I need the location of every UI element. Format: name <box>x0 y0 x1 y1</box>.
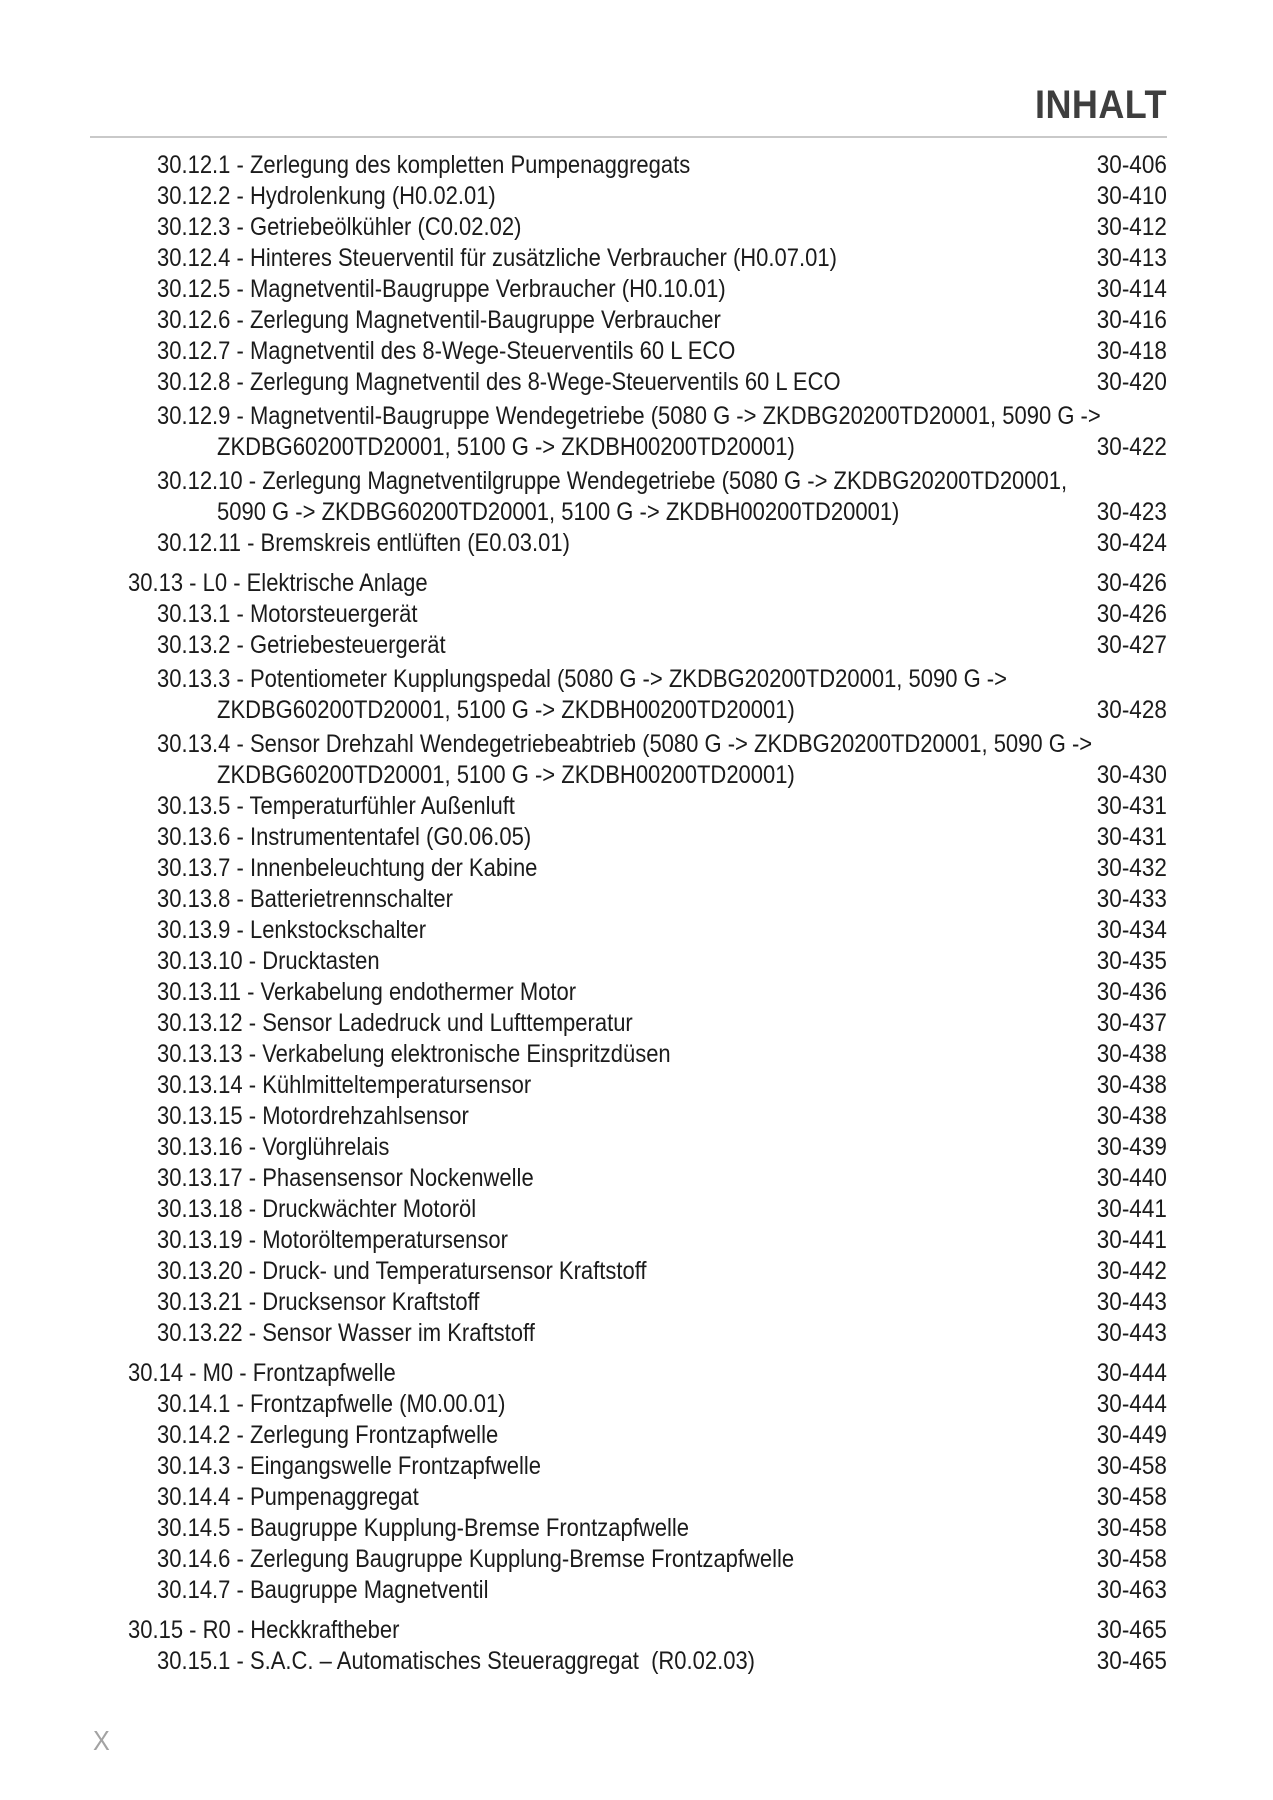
toc-entry-page: 30-465 <box>1096 1616 1167 1644</box>
toc-entry-line <box>90 150 1167 181</box>
toc-entry-text: 30.13.7 - Innenbeleuchtung der Kabine <box>157 854 538 882</box>
toc-entry-text: 30.12.8 - Zerlegung Magnetventil des 8-Wege-Steuerventils 60 L ECO <box>157 368 841 396</box>
toc-entry-line <box>90 729 1167 760</box>
toc-entry-page: 30-444 <box>1096 1390 1167 1418</box>
toc-entry-page: 30-458 <box>1096 1483 1167 1511</box>
toc-entry-line <box>90 1615 1167 1646</box>
toc-entry-text: ZKDBG60200TD20001, 5100 G -> ZKDBH00200TD20001) <box>217 761 795 789</box>
toc-entry-line <box>90 791 1167 822</box>
toc-entry-page: 30-437 <box>1096 1009 1167 1037</box>
toc-entry-page: 30-449 <box>1096 1421 1167 1449</box>
toc-entry-line <box>90 568 1167 599</box>
toc-entry-page: 30-458 <box>1096 1514 1167 1542</box>
page-content <box>90 0 1167 1677</box>
toc-entry-line <box>90 305 1167 336</box>
toc-entry-page: 30-458 <box>1096 1545 1167 1573</box>
toc-entry-line <box>90 1646 1167 1677</box>
toc-entry-line <box>90 1482 1167 1513</box>
toc-entry-page: 30-431 <box>1096 792 1167 820</box>
toc-entry-line <box>90 1575 1167 1606</box>
toc-entry-text: 30.15.1 - S.A.C. – Automatisches Steueraggregat (R0.02.03) <box>157 1647 756 1675</box>
toc-entry-page: 30-410 <box>1096 182 1167 210</box>
toc-entry-page: 30-418 <box>1096 337 1167 365</box>
toc-entry-text: 30.14.4 - Pumpenaggregat <box>157 1483 419 1511</box>
footer-page-number: X <box>93 1725 110 1756</box>
toc-entry-page: 30-441 <box>1096 1226 1167 1254</box>
toc-entry-page: 30-465 <box>1096 1647 1167 1675</box>
toc-entry-page: 30-430 <box>1096 761 1167 789</box>
toc-entry-page: 30-431 <box>1096 823 1167 851</box>
toc-entry-page: 30-424 <box>1096 529 1167 557</box>
toc-entry-line <box>90 367 1167 398</box>
toc-entry-text: 30.12.7 - Magnetventil des 8-Wege-Steuerventils 60 L ECO <box>157 337 736 365</box>
toc-entry-page: 30-423 <box>1096 498 1167 526</box>
toc-entry-line <box>90 946 1167 977</box>
toc-entry-page: 30-428 <box>1096 696 1167 724</box>
toc-entry-text: 30.13.21 - Drucksensor Kraftstoff <box>157 1288 480 1316</box>
toc-entry-text: 5090 G -> ZKDBG60200TD20001, 5100 G -> ZKDBH00200TD20001) <box>217 498 900 526</box>
toc-entry-line <box>90 1039 1167 1070</box>
toc-entry-text: 30.13.16 - Vorglührelais <box>157 1133 390 1161</box>
toc-entry-text: 30.13.8 - Batterietrennschalter <box>157 885 453 913</box>
toc-entry-text: 30.14.2 - Zerlegung Frontzapfwelle <box>157 1421 499 1449</box>
toc-entry-line <box>90 599 1167 630</box>
toc-entry-text: 30.13.14 - Kühlmitteltemperatursensor <box>157 1071 532 1099</box>
toc-entry-line <box>90 1451 1167 1482</box>
toc-entry-text: 30.13.19 - Motoröltemperatursensor <box>157 1226 508 1254</box>
toc-entry-text: 30.13.1 - Motorsteuergerät <box>157 600 418 628</box>
toc-entry-page: 30-412 <box>1096 213 1167 241</box>
toc-entry-text: 30.13.3 - Potentiometer Kupplungspedal (5080 G -> ZKDBG20200TD20001, 5090 G -> <box>157 665 1007 693</box>
toc-entry-page: 30-438 <box>1096 1102 1167 1130</box>
toc-entry-text: 30.13.20 - Druck- und Temperatursensor Kraftstoff <box>157 1257 647 1285</box>
toc-entry-page: 30-443 <box>1096 1319 1167 1347</box>
toc-entry-line <box>90 1070 1167 1101</box>
toc-entry-text: 30.12.3 - Getriebeölkühler (C0.02.02) <box>157 213 522 241</box>
toc-entry-line <box>90 1513 1167 1544</box>
toc-entry-line <box>90 243 1167 274</box>
toc-entry-page: 30-426 <box>1096 600 1167 628</box>
toc-entry-text: 30.14.3 - Eingangswelle Frontzapfwelle <box>157 1452 542 1480</box>
toc-entry-page: 30-422 <box>1096 433 1167 461</box>
toc-entry-text: 30.13.22 - Sensor Wasser im Kraftstoff <box>157 1319 535 1347</box>
toc-entry-text: 30.13.2 - Getriebesteuergerät <box>157 631 446 659</box>
toc-entry-text: 30.13.13 - Verkabelung elektronische Einspritzdüsen <box>157 1040 671 1068</box>
toc-entry-text: 30.12.10 - Zerlegung Magnetventilgruppe Wendegetriebe (5080 G -> ZKDBG20200TD20001, <box>157 467 1068 495</box>
toc-entry-page: 30-434 <box>1096 916 1167 944</box>
toc-entry-line <box>90 977 1167 1008</box>
toc-entry-text: 30.12.6 - Zerlegung Magnetventil-Baugruppe Verbraucher <box>157 306 721 334</box>
header-divider <box>90 136 1167 138</box>
toc-entry-page: 30-426 <box>1096 569 1167 597</box>
toc-entry-line <box>90 1389 1167 1420</box>
toc-entry-line <box>90 1287 1167 1318</box>
toc-entry-line <box>90 853 1167 884</box>
toc-entry-line <box>90 432 1167 463</box>
toc-entry-page: 30-436 <box>1096 978 1167 1006</box>
toc-entry-line <box>90 695 1167 726</box>
toc-entry-page: 30-439 <box>1096 1133 1167 1161</box>
toc-entry-line <box>90 1358 1167 1389</box>
toc-entry-line <box>90 1256 1167 1287</box>
toc-entry-line <box>90 884 1167 915</box>
toc-entry-text: 30.14.6 - Zerlegung Baugruppe Kupplung-Bremse Frontzapfwelle <box>157 1545 795 1573</box>
toc-entry-line <box>90 212 1167 243</box>
toc-entry-line <box>90 1420 1167 1451</box>
toc-entry-text: 30.13.10 - Drucktasten <box>157 947 380 975</box>
toc-entry-page: 30-463 <box>1096 1576 1167 1604</box>
toc-entry-text: 30.13.4 - Sensor Drehzahl Wendegetriebeabtrieb (5080 G -> ZKDBG20200TD20001, 5090 G -> <box>157 730 1093 758</box>
toc-entry-line <box>90 497 1167 528</box>
toc-entry-line <box>90 1132 1167 1163</box>
toc-entry-line <box>90 760 1167 791</box>
toc-entry-line <box>90 1225 1167 1256</box>
toc-entry-text: 30.12.9 - Magnetventil-Baugruppe Wendegetriebe (5080 G -> ZKDBG20200TD20001, 5090 G -> <box>157 402 1101 430</box>
toc-entry-text: 30.13.9 - Lenkstockschalter <box>157 916 427 944</box>
toc-entry-text: 30.14.1 - Frontzapfwelle (M0.00.01) <box>157 1390 506 1418</box>
toc-entry-text: 30.13.11 - Verkabelung endothermer Motor <box>157 978 577 1006</box>
toc-entry-text: 30.13.12 - Sensor Ladedruck und Lufttemperatur <box>157 1009 633 1037</box>
toc-entry-page: 30-458 <box>1096 1452 1167 1480</box>
toc-entry-text: 30.12.1 - Zerlegung des kompletten Pumpenaggregats <box>157 151 691 179</box>
toc-entry-page: 30-420 <box>1096 368 1167 396</box>
toc-entry-page: 30-433 <box>1096 885 1167 913</box>
toc-entry-page: 30-438 <box>1096 1071 1167 1099</box>
toc-entry-line <box>90 1318 1167 1349</box>
toc-entry-page: 30-442 <box>1096 1257 1167 1285</box>
toc-entry-page: 30-427 <box>1096 631 1167 659</box>
toc-entry-line <box>90 630 1167 661</box>
toc-entry-text: 30.13.15 - Motordrehzahlsensor <box>157 1102 469 1130</box>
toc-entry-text: 30.13 - L0 - Elektrische Anlage <box>128 569 428 597</box>
toc-entry-text: 30.12.5 - Magnetventil-Baugruppe Verbraucher (H0.10.01) <box>157 275 726 303</box>
toc-list <box>90 150 1167 1677</box>
toc-entry-line <box>90 915 1167 946</box>
toc-entry-line <box>90 274 1167 305</box>
toc-entry-line <box>90 822 1167 853</box>
toc-entry-text: 30.15 - R0 - Heckkraftheber <box>128 1616 400 1644</box>
toc-entry-text: 30.13.6 - Instrumententafel (G0.06.05) <box>157 823 532 851</box>
toc-entry-page: 30-416 <box>1096 306 1167 334</box>
toc-entry-line <box>90 181 1167 212</box>
toc-entry-page: 30-438 <box>1096 1040 1167 1068</box>
toc-entry-text: 30.14.7 - Baugruppe Magnetventil <box>157 1576 489 1604</box>
toc-entry-page: 30-443 <box>1096 1288 1167 1316</box>
toc-entry-page: 30-441 <box>1096 1195 1167 1223</box>
toc-entry-text: 30.14.5 - Baugruppe Kupplung-Bremse Frontzapfwelle <box>157 1514 689 1542</box>
toc-entry-page: 30-444 <box>1096 1359 1167 1387</box>
toc-entry-page: 30-414 <box>1096 275 1167 303</box>
toc-entry-text: 30.14 - M0 - Frontzapfwelle <box>128 1359 396 1387</box>
toc-entry-text: 30.13.17 - Phasensensor Nockenwelle <box>157 1164 534 1192</box>
toc-entry-line <box>90 401 1167 432</box>
toc-entry-line <box>90 336 1167 367</box>
toc-entry-page: 30-440 <box>1096 1164 1167 1192</box>
toc-entry-text: 30.12.4 - Hinteres Steuerventil für zusätzliche Verbraucher (H0.07.01) <box>157 244 837 272</box>
toc-entry-page: 30-406 <box>1096 151 1167 179</box>
toc-entry-text: 30.12.11 - Bremskreis entlüften (E0.03.01) <box>157 529 570 557</box>
toc-entry-text: 30.13.18 - Druckwächter Motoröl <box>157 1195 477 1223</box>
toc-entry-line <box>90 528 1167 559</box>
toc-entry-line <box>90 1101 1167 1132</box>
toc-entry-line <box>90 1008 1167 1039</box>
toc-entry-line <box>90 1544 1167 1575</box>
toc-entry-line <box>90 1163 1167 1194</box>
toc-entry-text: 30.13.5 - Temperaturfühler Außenluft <box>157 792 515 820</box>
page-title: INHALT <box>1034 83 1167 127</box>
toc-entry-line <box>90 466 1167 497</box>
toc-entry-line <box>90 664 1167 695</box>
toc-entry-text: ZKDBG60200TD20001, 5100 G -> ZKDBH00200TD20001) <box>217 433 795 461</box>
toc-entry-text: 30.12.2 - Hydrolenkung (H0.02.01) <box>157 182 496 210</box>
toc-entry-page: 30-435 <box>1096 947 1167 975</box>
toc-entry-line <box>90 1194 1167 1225</box>
toc-entry-page: 30-413 <box>1096 244 1167 272</box>
toc-entry-text: ZKDBG60200TD20001, 5100 G -> ZKDBH00200TD20001) <box>217 696 795 724</box>
toc-entry-page: 30-432 <box>1096 854 1167 882</box>
